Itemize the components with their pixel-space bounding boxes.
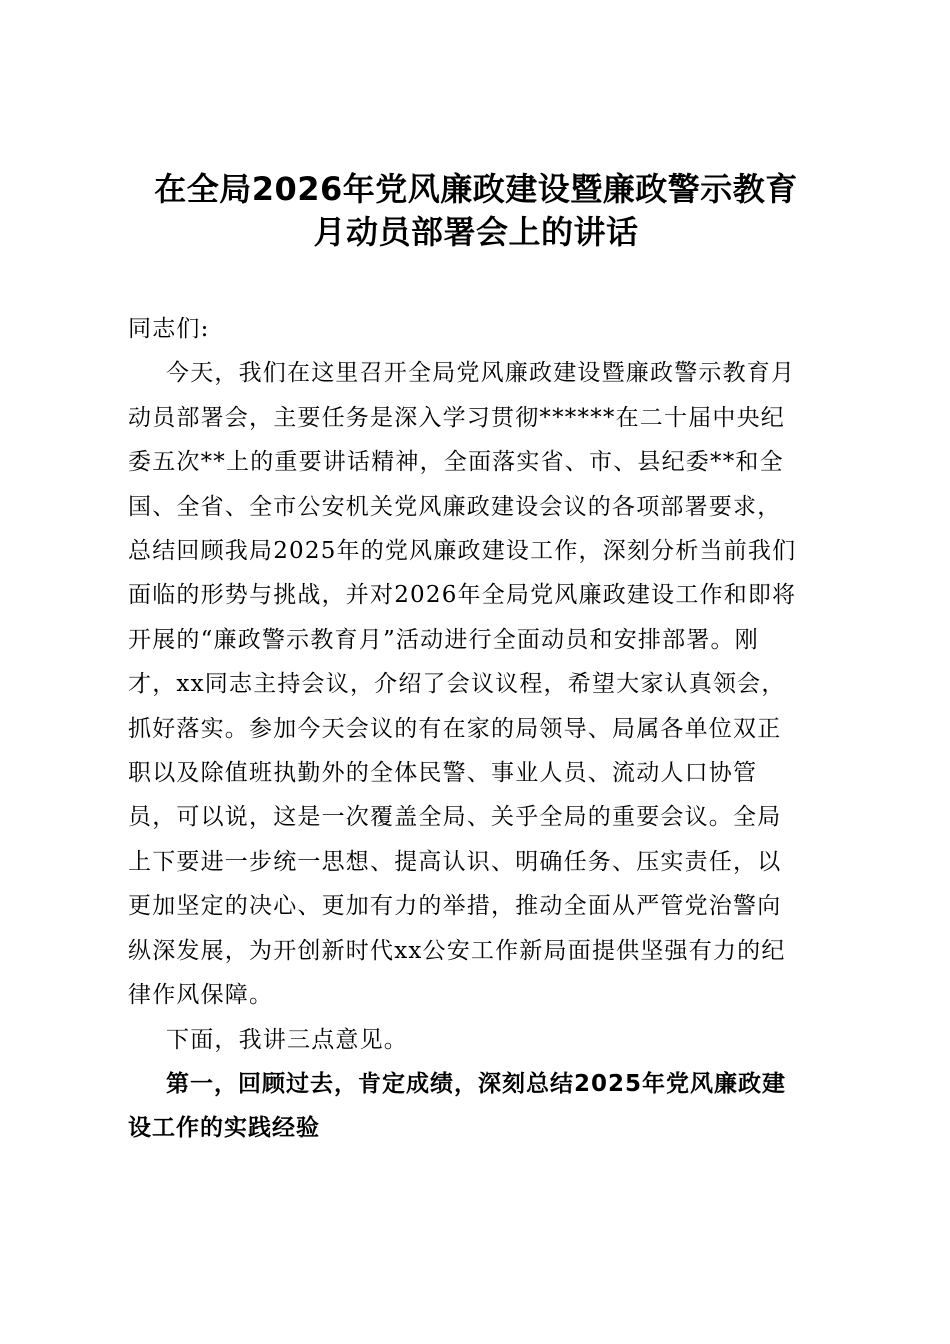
intro-line: 更加坚定的决心、更加有力的举措，推动全面从严管党治警向: [128, 893, 782, 920]
title-line-1: 在全局2026年党风廉政建设暨廉政警示教育: [154, 170, 798, 208]
intro-line: 才，xx同志主持会议，介绍了会议议程，希望大家认真领会，: [128, 671, 786, 698]
intro-line: 委五次**上的重要讲话精神，全面落实省、市、县纪委**和全: [128, 449, 784, 476]
intro-line: 开展的“廉政警示教育月”活动进行全面动员和安排部署。刚: [128, 626, 759, 653]
salutation: [128, 307, 824, 351]
intro-line: 面临的形势与挑战，并对2026年全局党风廉政建设工作和即将: [128, 582, 797, 609]
transition-paragraph: [128, 1018, 824, 1062]
intro-line: 动员部署会，主要任务是深入学习贯彻******在二十届中央纪: [128, 404, 785, 431]
section-heading-line-1: 第一，回顾过去，肯定成绩，深刻总结2025年党风廉政建: [166, 1070, 787, 1097]
section-heading-line-2: 设工作的实践经验: [128, 1115, 320, 1142]
intro-line: 纵深发展，为开创新时代xx公安工作新局面提供坚强有力的纪: [128, 937, 786, 964]
intro-line: 上下要进一步统一思想、提高认识、明确任务、压实责任，以: [128, 848, 782, 875]
intro-line: 员，可以说，这是一次覆盖全局、关乎全局的重要会议。全局: [128, 804, 782, 831]
intro-line: 职以及除值班执勤外的全体民警、事业人员、流动人口协管: [128, 760, 758, 787]
intro-line: 律作风保障。: [128, 982, 274, 1009]
intro-line: 抓好落实。参加今天会议的有在家的局领导、局属各单位双正: [128, 715, 782, 742]
intro-line: 总结回顾我局2025年的党风廉政建设工作，深刻分析当前我们: [128, 538, 797, 565]
salutation-text: 同志们:: [128, 316, 210, 342]
intro-paragraph: [128, 351, 824, 1017]
intro-line: 国、全省、全市公安机关党风廉政建设会议的各项部署要求，: [128, 493, 782, 520]
document-title: [128, 168, 824, 254]
section-heading: [128, 1062, 824, 1151]
transition-text: 下面，我讲三点意见。: [166, 1026, 408, 1053]
intro-line: 今天，我们在这里召开全局党风廉政建设暨廉政警示教育月: [166, 360, 796, 387]
title-line-2: 月动员部署会上的讲话: [313, 213, 639, 251]
document-body: [128, 307, 824, 1151]
